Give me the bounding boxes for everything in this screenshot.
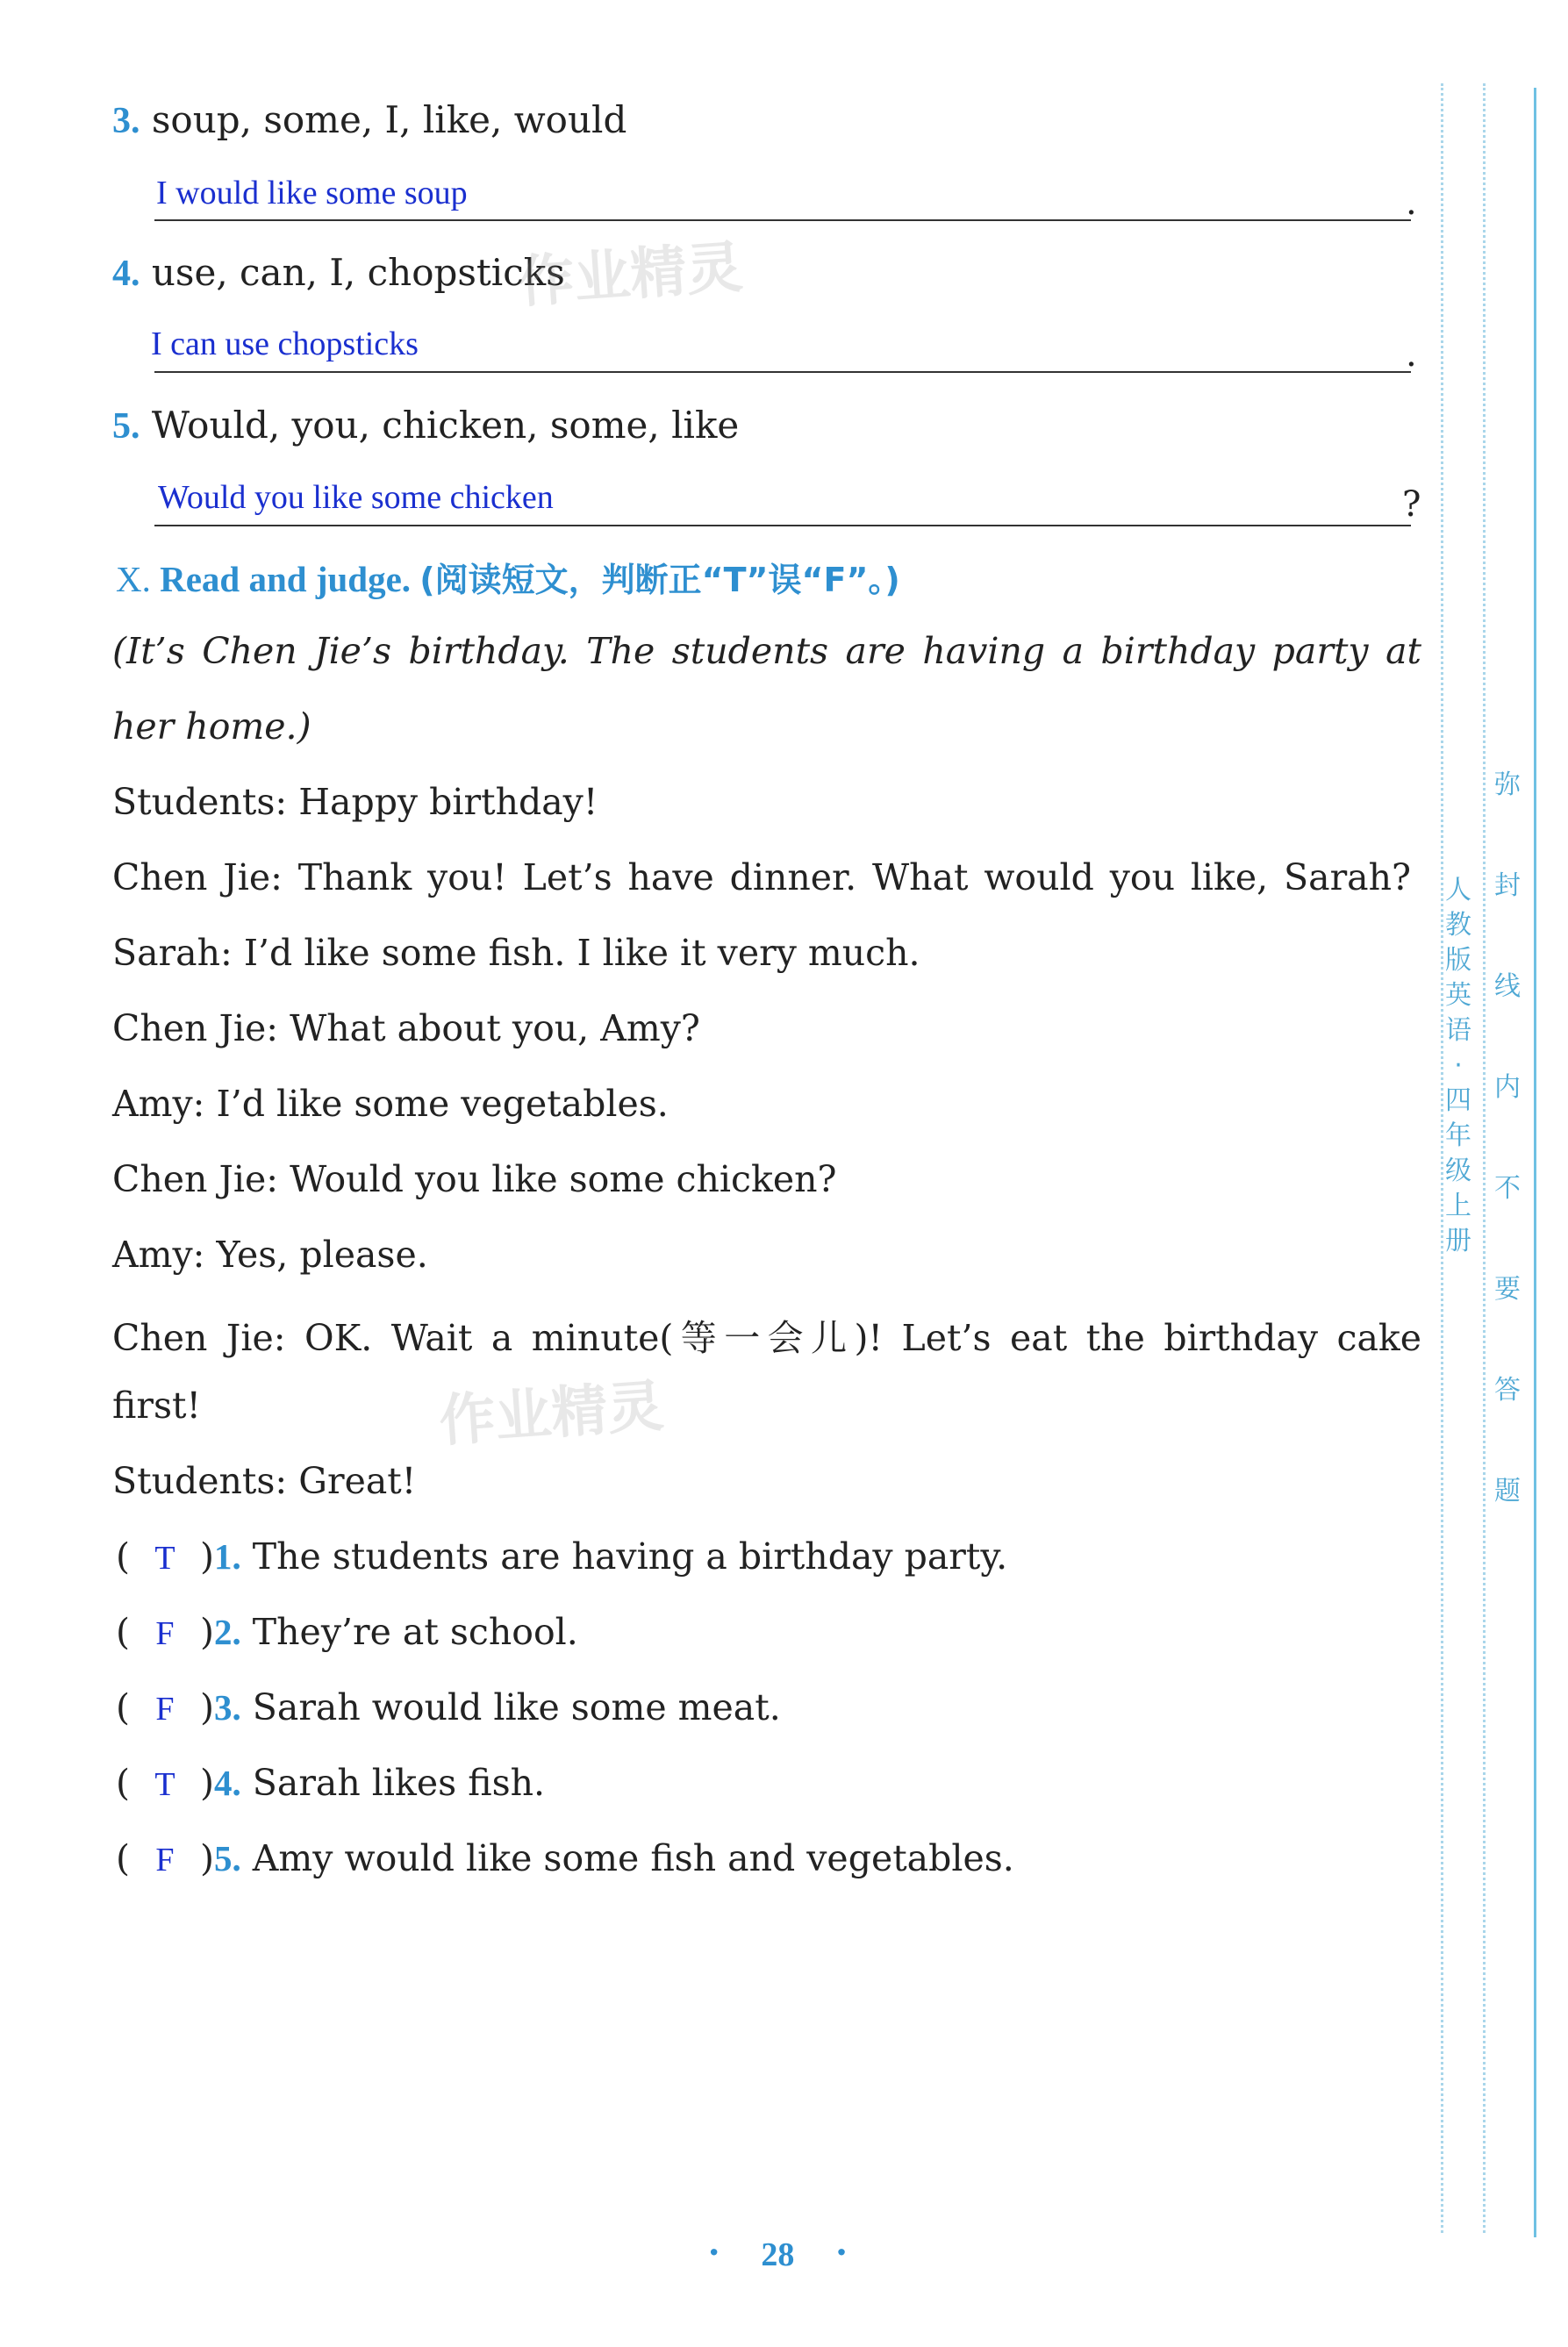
passage-line: Chen Jie: Thank you! Let’s have dinner. What would you like, Sarah? [112,856,1411,898]
edition-vertical-label: 人 教 版 英 语 · 四 年 级 上 册 [1445,875,1471,1256]
end-punctuation: ? [1402,484,1421,525]
question-4 [112,251,565,295]
judgement-answer: F [155,1842,175,1878]
question-number: 4. [112,254,140,294]
judgement-4: ( T )4. Sarah likes fish. [116,1762,546,1804]
watermark: 作业精灵 [437,1374,666,1455]
question-3 [112,98,626,142]
passage-line: Amy: I’d like some vegetables. [112,1083,669,1125]
section-numeral: X. [116,559,151,599]
section-title: Read and judge. [160,559,412,599]
watermark: 作业精灵 [516,235,745,316]
passage-intro: her home.) [112,705,311,748]
passage-line: Amy: Yes, please. [112,1234,428,1276]
passage-intro: (It’s Chen Jie’s birthday. The students are having a birthday party at [112,630,1421,672]
judgement-statement: They’re at school. [252,1611,578,1653]
passage-line: first! [112,1385,201,1427]
judgement-number: 3. [214,1687,241,1728]
question-prompt: Would, you, chicken, some, like [151,404,740,447]
answer-line [154,371,1411,373]
page-number: · 28 · [707,2229,848,2274]
judgement-answer: F [155,1691,175,1728]
seal-line-vertical-label: 弥 封 线 内 不 要 答 题 [1494,769,1521,1506]
judgement-statement: Sarah would like some meat. [252,1686,781,1728]
end-punctuation: . [1406,182,1417,223]
answer-line [154,219,1411,221]
judgement-1: ( T )1. The students are having a birthday party. [116,1535,1008,1578]
passage-line: Sarah: I’d like some fish. I like it very much. [112,932,920,974]
judgement-number: 4. [214,1763,241,1803]
passage-line: Chen Jie: OK. Wait a minute(等一会儿)! Let’s eat the birthday cake [112,1317,1421,1359]
judgement-3: ( F )3. Sarah would like some meat. [116,1686,781,1728]
question-number: 5. [112,406,140,447]
judgement-answer: T [154,1766,175,1803]
answer-text: I would like some soup [156,175,468,211]
judgement-statement: Amy would like some fish and vegetables. [252,1837,1014,1879]
answer-line [154,525,1411,526]
passage-line: Chen Jie: Would you like some chicken? [112,1158,837,1200]
passage-line: Students: Great! [112,1460,417,1502]
binding-dotted-line [1483,83,1486,2233]
binding-solid-line [1534,88,1536,2237]
passage-line: Chen Jie: What about you, Amy? [112,1007,700,1049]
answer-text: I can use chopsticks [151,326,419,362]
judgement-5: ( F )5. Amy would like some fish and vegetables. [116,1837,1014,1879]
judgement-number: 2. [214,1612,241,1652]
judgement-answer: F [155,1615,175,1652]
question-5 [112,404,739,447]
question-prompt: use, can, I, chopsticks [151,251,565,294]
question-prompt: soup, some, I, like, would [151,98,627,141]
judgement-answer: T [154,1540,175,1577]
end-punctuation: . [1406,334,1417,375]
judgement-statement: The students are having a birthday party. [252,1535,1008,1578]
judgement-statement: Sarah likes fish. [252,1762,546,1804]
passage-line: Students: Happy birthday! [112,781,598,823]
answer-text: Would you like some chicken [158,479,554,516]
section-instruction: (阅读短文，判断正“T”误“F”。) [419,561,900,599]
judgement-number: 5. [214,1838,241,1878]
page-number-value: 28 [761,2236,795,2273]
section-heading [116,553,900,601]
judgement-number: 1. [214,1536,241,1577]
judgement-2: ( F )2. They’re at school. [116,1611,578,1653]
question-number: 3. [112,101,140,141]
